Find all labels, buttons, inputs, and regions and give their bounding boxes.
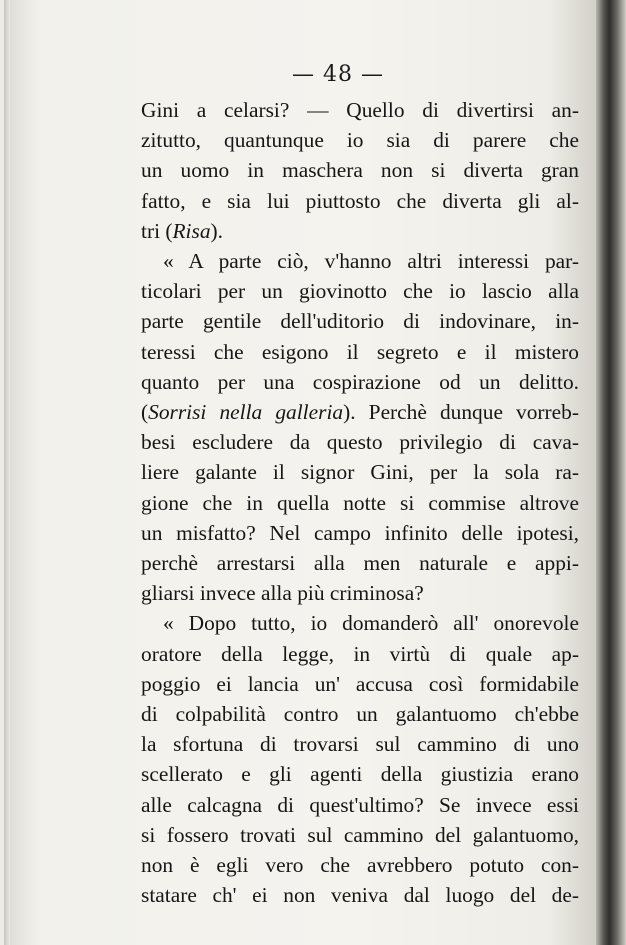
text-line — [141, 850, 579, 880]
text-segment: Gini a celarsi? — Quello di divertirsi an- — [141, 98, 579, 122]
italic-stage-direction: Sorrisi nella galleria — [148, 400, 344, 425]
text-line — [141, 518, 579, 548]
text-line — [141, 608, 579, 638]
text-segment: ticolari per un giovinotto che io lascio alla — [141, 279, 579, 304]
text-segment: scellerato e gli agenti della giustizia erano — [141, 762, 579, 787]
text-segment: di colpabilità contro un galantuomo ch'ebbe — [141, 702, 579, 727]
text-segment: « A parte ciò, v'hanno altri interessi par- — [163, 249, 579, 274]
text-segment: oratore della legge, in virtù di quale ap- — [141, 641, 579, 666]
text-segment: « Dopo tutto, io domanderò all' onorevole — [163, 611, 579, 636]
text-segment: poggio ei lancia un' accusa così formidabile — [141, 671, 579, 696]
text-line — [141, 790, 579, 820]
text-line — [141, 397, 579, 427]
text-segment: perchè arrestarsi alla men naturale e appi- — [141, 551, 579, 576]
text-line — [141, 488, 579, 518]
text-segment: statare ch' ei non veniva dal luogo del de- — [141, 883, 579, 908]
text-segment: si fossero trovati sul cammino del galantuomo, — [141, 822, 579, 847]
text-segment: alle calcagna di quest'ultimo? Se invece essi — [141, 792, 579, 817]
text-line — [141, 125, 579, 155]
text-segment: zitutto, quantunque io sia di parere che — [141, 128, 579, 153]
text-line — [141, 337, 579, 367]
text-line — [141, 306, 579, 336]
text-segment: parte gentile dell'uditorio di indovinare, in- — [141, 309, 579, 334]
text-line — [141, 246, 579, 276]
body-text — [141, 95, 579, 910]
text-segment: fatto, e sia lui piuttosto che diverta gli al- — [141, 188, 579, 213]
text-line — [141, 759, 579, 789]
text-line — [141, 457, 579, 487]
text-segment: liere galante il signor Gini, per la sola ra- — [141, 460, 579, 485]
text-line — [141, 216, 579, 246]
text-segment: quanto per una cospirazione od un delitto. — [141, 369, 579, 394]
text-line — [141, 578, 579, 608]
page-left-edge — [4, 0, 10, 945]
book-page — [4, 0, 596, 945]
text-line — [141, 367, 579, 397]
text-line — [141, 95, 579, 125]
text-segment: teressi che esigono il segreto e il mistero — [141, 339, 579, 364]
text-line — [141, 669, 579, 699]
text-segment: un misfatto? Nel campo infinito delle ipotesi, — [141, 520, 579, 545]
text-segment: tri ( — [141, 218, 173, 243]
text-segment: un uomo in maschera non si diverta gran — [141, 158, 579, 183]
text-segment: besi escludere da questo privilegio di cava- — [141, 430, 579, 455]
text-segment: ). Perchè dunque vorreb- — [343, 400, 579, 425]
text-line — [141, 548, 579, 578]
text-segment: la sfortuna di trovarsi sul cammino di uno — [141, 732, 579, 757]
page-number: — 48 — — [292, 62, 384, 87]
text-segment: ( — [141, 400, 149, 425]
text-segment: non è egli vero che avrebbero potuto con- — [141, 853, 579, 878]
text-line — [141, 155, 579, 185]
text-line — [141, 427, 579, 457]
text-segment: ). — [210, 218, 223, 243]
text-line — [141, 639, 579, 669]
italic-stage-direction: Risa — [172, 218, 211, 243]
text-line — [141, 276, 579, 306]
book-spine — [596, 0, 626, 945]
text-segment: gione che in quella notte si commise altrove — [141, 490, 579, 515]
text-segment: gliarsi invece alla più criminosa? — [141, 581, 424, 606]
text-line — [141, 699, 579, 729]
text-line — [141, 729, 579, 759]
text-line — [141, 186, 579, 216]
text-line — [141, 820, 579, 850]
text-line — [141, 880, 579, 910]
